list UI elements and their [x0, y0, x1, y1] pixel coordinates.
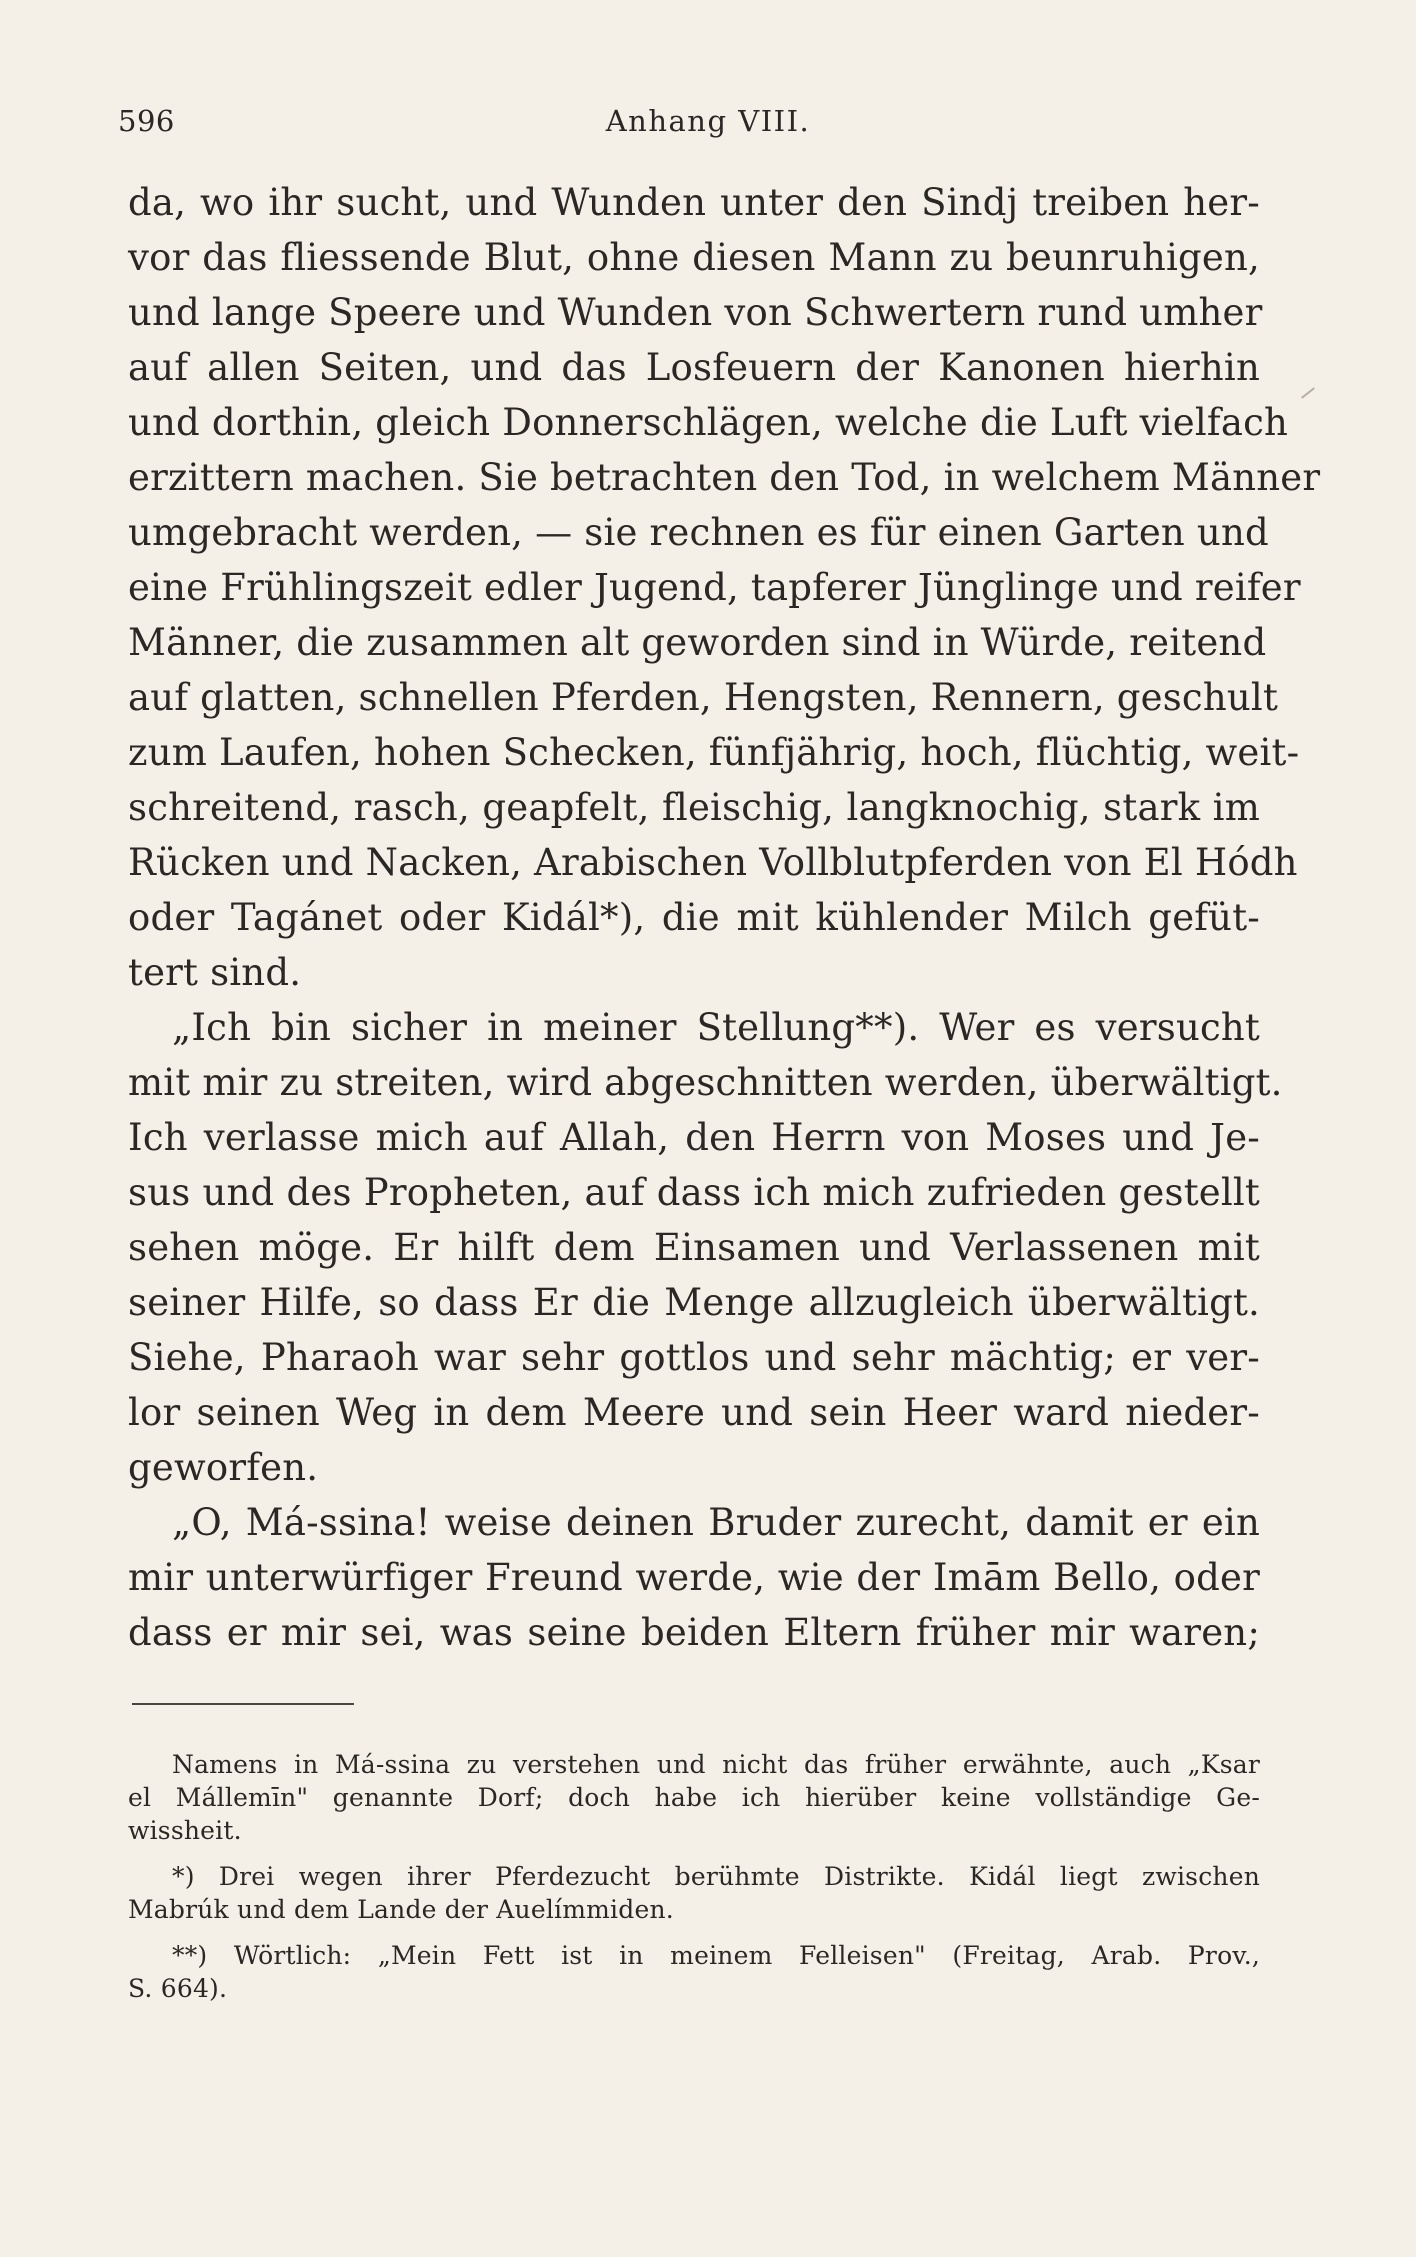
text-line: eine Frühlingszeit edler Jugend, tapferer Jünglinge und reifer: [128, 566, 1301, 609]
text-line: zum Laufen, hohen Schecken, fünfjährig, hoch, flüchtig, weit-: [128, 731, 1300, 774]
text-line: mir unterwürfiger Freund werde, wie der Imām Bello, oder: [128, 1556, 1260, 1599]
text-line: und lange Speere und Wunden von Schwertern rund umher: [128, 291, 1263, 334]
footnote-line: Namens in Má-ssina zu verstehen und nicht das früher erwähnte, auch „Ksar: [172, 1750, 1260, 1779]
footnote-line: *) Drei wegen ihrer Pferdezucht berühmte Distrikte. Kidál liegt zwischen: [172, 1862, 1260, 1891]
text-line: und dorthin, gleich Donnerschlägen, welche die Luft vielfach: [128, 401, 1289, 444]
text-line: dass er mir sei, was seine beiden Eltern früher mir waren;: [128, 1611, 1260, 1654]
text-line: seiner Hilfe, so dass Er die Menge allzugleich überwältigt.: [128, 1281, 1260, 1324]
text-line: da, wo ihr sucht, und Wunden unter den Sindj treiben her-: [128, 181, 1260, 224]
footnote-separator: [132, 1703, 354, 1705]
footnote-line: S. 664).: [128, 1974, 228, 2003]
text-line: auf allen Seiten, und das Losfeuern der Kanonen hierhin: [128, 346, 1260, 389]
text-line: tert sind.: [128, 951, 302, 994]
margin-mark: [1301, 387, 1315, 398]
text-line: Ich verlasse mich auf Allah, den Herrn von Moses und Je-: [128, 1116, 1260, 1159]
text-line: mit mir zu streiten, wird abgeschnitten werden, überwältigt.: [128, 1061, 1283, 1104]
footnote-line: el Mállemīn" genannte Dorf; doch habe ich hierüber keine vollständige Ge-: [128, 1783, 1260, 1812]
text-line: Siehe, Pharaoh war sehr gottlos und sehr mächtig; er ver-: [128, 1336, 1260, 1379]
text-line: oder Tagánet oder Kidál*), die mit kühlender Milch gefüt-: [128, 896, 1260, 939]
text-line: „O, Má-ssina! weise deinen Bruder zurecht, damit er ein: [172, 1501, 1260, 1544]
text-line: erzittern machen. Sie betrachten den Tod, in welchem Männer: [128, 456, 1321, 499]
text-line: sehen möge. Er hilft dem Einsamen und Verlassenen mit: [128, 1226, 1260, 1269]
text-line: geworfen.: [128, 1446, 319, 1489]
footnote-line: wissheit.: [128, 1816, 242, 1845]
text-line: umgebracht werden, — sie rechnen es für einen Garten und: [128, 511, 1269, 554]
running-title: Anhang VIII.: [605, 104, 811, 138]
footnote-line: Mabrúk und dem Lande der Auelímmiden.: [128, 1895, 674, 1924]
text-line: „Ich bin sicher in meiner Stellung**). Wer es versucht: [172, 1006, 1260, 1049]
text-line: schreitend, rasch, geapfelt, fleischig, langknochig, stark im: [128, 786, 1260, 829]
main-text: [128, 175, 1321, 1660]
text-line: lor seinen Weg in dem Meere und sein Heer ward nieder-: [128, 1391, 1260, 1434]
text-line: Männer, die zusammen alt geworden sind in Würde, reitend: [128, 621, 1267, 664]
text-line: Rücken und Nacken, Arabischen Vollblutpferden von El Hódh: [128, 841, 1298, 884]
text-line: vor das fliessende Blut, ohne diesen Mann zu beunruhigen,: [128, 236, 1260, 279]
footnotes: [128, 1748, 1260, 2005]
page-number: 596: [118, 104, 175, 138]
text-line: auf glatten, schnellen Pferden, Hengsten, Rennern, geschult: [128, 676, 1279, 719]
footnote-line: **) Wörtlich: „Mein Fett ist in meinem Felleisen" (Freitag, Arab. Prov.,: [172, 1941, 1260, 1970]
text-line: sus und des Propheten, auf dass ich mich zufrieden gestellt: [128, 1171, 1260, 1214]
